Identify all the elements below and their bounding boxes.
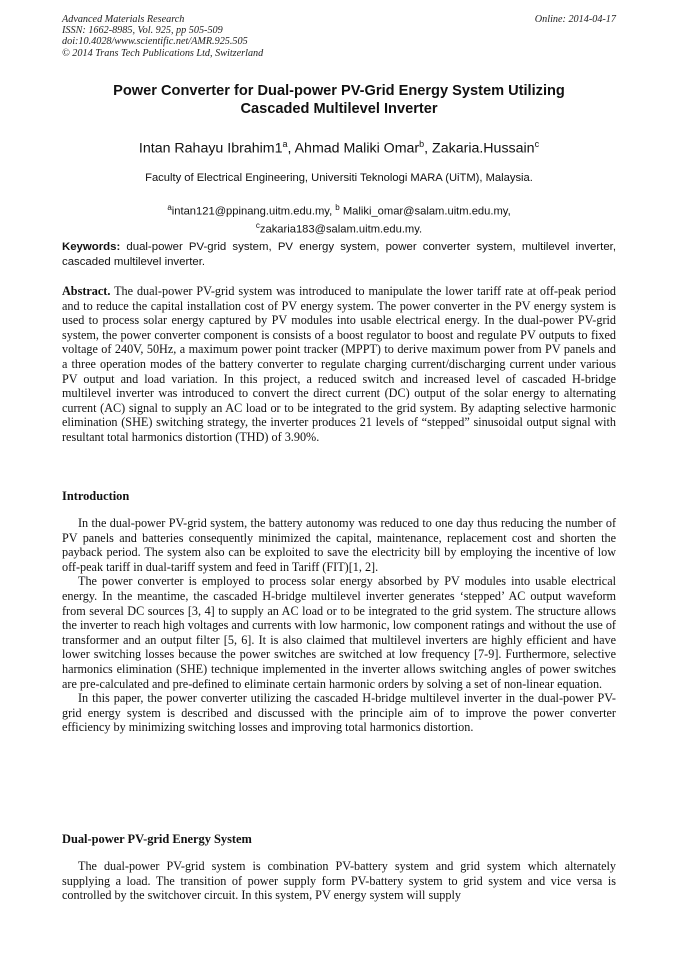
dual-paragraph-1: The dual-power PV-grid system is combination PV-battery system and grid system which alternately supplying a load. The transition of power supply form PV-battery system to grid system and vice versa is controlled by the switchover circuit. In this system, PV energy system will supply — [62, 859, 616, 903]
title-line-2: Cascaded Multilevel Inverter — [240, 101, 438, 117]
journal-header — [62, 14, 616, 59]
abstract-text: The dual-power PV-grid system was introduced to manipulate the lower tariff rate at off-peak period and to reduce the capital installation cost of PV energy system. The power converter in the PV energy system is used to process solar energy captured by PV modules into usable electrical energy. In the dual-power PV-grid system, the power converter component is consists of a boost regulator to boost and regulate PV outputs to fixed voltage of 240V, 50Hz, a maximum power point tracker (MPPT) to derive maximum power from PV panels and a three operation modes of the battery converter to regulate charging current/discharging current under various PV output and load variation. In this project, a reduced switch and increased level of cascaded H-bridge multilevel inverter was introduced to convert the direct current (DC) output of the solar energy to alternating current (AC) signal to supply an AC load or to be integrated to the grid system. By adapting selective harmonic elimination (SHE) switching strategy, the inverter produces 21 levels of “stepped” sinusoidal output signal with resultant total harmonics distortion (THD) of 3.90%. — [62, 284, 616, 444]
author-list — [40, 135, 638, 158]
dual-power-section — [62, 859, 616, 903]
doi-line: doi:10.4028/www.scientific.net/AMR.925.505 — [62, 36, 248, 48]
dual-power-heading: Dual-power PV-grid Energy System — [62, 832, 252, 846]
email-a: intan121@ppinang.uitm.edu.my, — [171, 205, 336, 218]
intro-paragraph-1: In the dual-power PV-grid system, the battery autonomy was reduced to one day thus reducing the number of PV panels and batteries consequently minimized the capital, maintenance, replacement cost and shorten the payback period. The system also can be exploited to save the electricity bill by employing the incentive of low off-peak tariff in dual-tariff system and feed in Tariff (FIT)[1, 2]. — [62, 516, 616, 574]
journal-name: Advanced Materials Research — [62, 14, 185, 25]
introduction-heading: Introduction — [62, 489, 130, 503]
email-c-mark: c — [255, 220, 260, 230]
issn-line: ISSN: 1662-8985, Vol. 925, pp 505-509 — [62, 25, 223, 37]
title-line-1: Power Converter for Dual-power PV-Grid Energy System Utilizing — [113, 83, 565, 99]
email-b-mark: b — [335, 203, 340, 212]
abstract — [62, 284, 616, 445]
copyright-line: © 2014 Trans Tech Publications Ltd, Switzerland — [62, 47, 264, 59]
keywords-text: dual-power PV-grid system, PV energy system, power converter system, multilevel inverter, cascaded multilevel inverter. — [62, 241, 616, 268]
keywords-label: Keywords: — [62, 241, 121, 253]
abstract-label: Abstract. — [62, 284, 111, 298]
affiliation: Faculty of Electrical Engineering, Universiti Teknologi MARA (UiTM), Malaysia. — [145, 172, 533, 184]
intro-paragraph-3: In this paper, the power converter utilizing the cascaded H-bridge multilevel inverter in the dual-power PV-grid energy system is described and discussed with the principle aim of to improve the power converter efficiency by minimizing switching losses and improving total harmonics distortion. — [62, 691, 616, 735]
introduction-section — [62, 516, 616, 735]
author-3-mark: c — [534, 139, 540, 149]
email-b: Maliki_omar@salam.uitm.edu.my, — [339, 205, 511, 218]
author-2-mark: b — [419, 139, 425, 149]
author-2: , Ahmad Maliki Omar — [287, 140, 420, 157]
email-c: zakaria183@salam.uitm.edu.my. — [259, 223, 423, 236]
intro-paragraph-2: The power converter is employed to process solar energy absorbed by PV modules into usable electrical energy. In the meantime, the cascaded H-bridge multilevel inverter generates ‘stepped’ AC output waveform from several DC sources [3, 4] to supply an AC load or to be integrated to the grid system. The structure allows the inverter to reach high voltages and currents with low harmonic, low component ratings and without the use of transformer and an output filter [5, 6]. It is also claimed that multilevel inverters are highly efficient and have lower switching losses because the power switches are switched at low frequency [7-9]. Furthermore, selective harmonics elimination (SHE) technique implemented in the inverter allows switching angles of power switches are pre-calculated and pre-defined to eliminate certain harmonic orders by solving a set of non-linear equation. — [62, 574, 616, 691]
email-a-mark: a — [167, 203, 172, 212]
author-1-mark: a — [282, 139, 288, 149]
author-emails — [60, 201, 618, 236]
keywords — [62, 240, 616, 269]
paper-title — [62, 82, 616, 118]
author-1: Intan Rahayu Ibrahim1 — [138, 140, 283, 157]
online-date: Online: 2014-04-17 — [534, 14, 616, 25]
author-3: , Zakaria.Hussain — [424, 140, 535, 157]
